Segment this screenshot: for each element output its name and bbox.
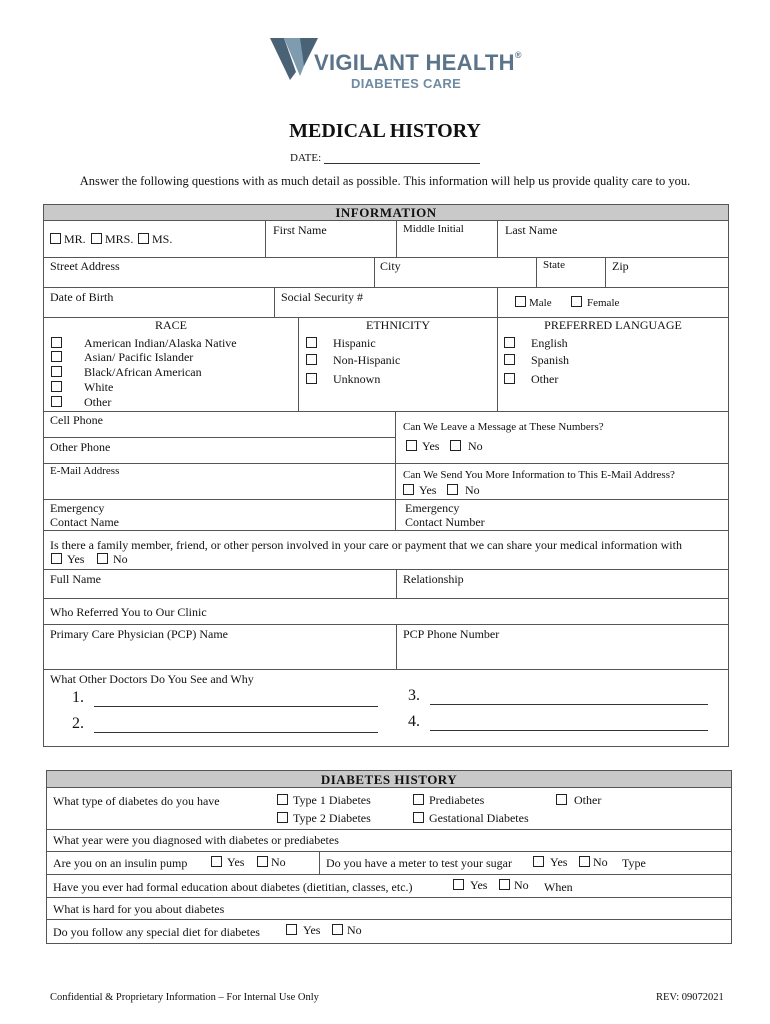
diabetes-history-header: DIABETES HISTORY	[47, 771, 731, 788]
race-option[interactable]	[51, 380, 113, 395]
ms-label: MS.	[152, 232, 173, 246]
emergency-number-label-2: Contact Number	[405, 515, 485, 529]
no-label: No	[347, 923, 362, 937]
race-option[interactable]	[51, 336, 237, 351]
diet-yes[interactable]	[286, 923, 320, 938]
other-label: Other	[574, 793, 602, 807]
instructions: Answer the following questions with as much detail as possible. This information will help us provide quality care to you.	[79, 174, 691, 188]
yes-label: Yes	[303, 923, 321, 937]
checkbox[interactable]	[306, 354, 317, 365]
checkbox[interactable]	[447, 484, 458, 495]
line-number: 2.	[72, 715, 84, 732]
other-type-option[interactable]	[556, 793, 601, 808]
yes-label: Yes	[227, 855, 245, 869]
emergency-number-label-1: Emergency	[405, 501, 460, 515]
female-option[interactable]	[571, 296, 619, 309]
other-doctor-line-2[interactable]	[72, 715, 378, 733]
type2-label: Type 2 Diabetes	[293, 811, 371, 825]
insulin-pump-question: Are you on an insulin pump	[53, 856, 188, 870]
checkbox[interactable]	[138, 233, 149, 244]
diet-question: Do you follow any special diet for diabetes	[53, 925, 260, 939]
race-option[interactable]	[51, 395, 111, 410]
date-field[interactable]	[290, 151, 480, 164]
ethnicity-header: ETHNICITY	[366, 318, 430, 332]
checkbox[interactable]	[306, 373, 317, 384]
page-title: MEDICAL HISTORY	[289, 120, 481, 142]
dob-field[interactable]: Date of Birth	[50, 290, 114, 304]
checkbox[interactable]	[450, 440, 461, 451]
checkbox[interactable]	[332, 924, 343, 935]
ms-option[interactable]	[138, 232, 172, 247]
race-option-label: White	[84, 380, 114, 394]
meter-yes[interactable]	[533, 855, 567, 870]
line-number: 3.	[408, 687, 420, 704]
checkbox[interactable]	[91, 233, 102, 244]
pcp-phone-field[interactable]: PCP Phone Number	[403, 627, 500, 641]
checkbox[interactable]	[579, 856, 590, 867]
street-address-field[interactable]: Street Address	[50, 259, 120, 273]
checkbox[interactable]	[286, 924, 297, 935]
state-field[interactable]: State	[543, 259, 565, 271]
emergency-name-label-1: Emergency	[50, 501, 105, 515]
emergency-contact-number-field[interactable]	[405, 501, 485, 529]
yes-label: Yes	[422, 439, 440, 453]
send-info-question: Can We Send You More Information to This E-Mail Address?	[403, 469, 675, 481]
checkbox[interactable]	[257, 856, 268, 867]
pump-yes[interactable]	[211, 855, 244, 870]
checkbox[interactable]	[51, 351, 62, 362]
blank-line	[430, 692, 708, 705]
male-option[interactable]	[515, 296, 552, 309]
ethnicity-option[interactable]	[306, 353, 400, 368]
leave-message-no[interactable]	[450, 439, 483, 454]
race-option-label: Other	[84, 395, 112, 409]
education-yes[interactable]	[453, 878, 487, 893]
checkbox[interactable]	[50, 233, 61, 244]
type1-label: Type 1 Diabetes	[293, 793, 371, 807]
education-question: Have you ever had formal education about diabetes (dietitian, classes, etc.)	[53, 880, 413, 894]
family-no[interactable]	[97, 552, 128, 567]
checkbox[interactable]	[51, 553, 62, 564]
send-info-yes[interactable]	[403, 483, 436, 498]
blank-line	[430, 718, 708, 731]
other-doctor-line-1[interactable]	[72, 689, 378, 707]
male-label: Male	[529, 297, 552, 309]
other-doctor-line-4[interactable]	[408, 713, 708, 731]
checkbox[interactable]	[51, 396, 62, 407]
type2-option[interactable]	[277, 811, 371, 826]
gestational-label: Gestational Diabetes	[429, 811, 529, 825]
full-name-field[interactable]: Full Name	[50, 572, 101, 586]
gestational-option[interactable]	[413, 811, 529, 826]
checkbox[interactable]	[403, 484, 414, 495]
yes-label: Yes	[419, 483, 437, 497]
no-label: No	[593, 855, 608, 869]
prediabetes-label: Prediabetes	[429, 793, 485, 807]
checkbox[interactable]	[571, 296, 582, 307]
send-info-no[interactable]	[447, 483, 480, 498]
no-label: No	[113, 552, 128, 566]
email-field[interactable]: E-Mail Address	[50, 465, 120, 477]
checkbox[interactable]	[504, 337, 515, 348]
meter-no[interactable]	[579, 855, 608, 870]
checkbox[interactable]	[97, 553, 108, 564]
pcp-name-field[interactable]: Primary Care Physician (PCP) Name	[50, 627, 228, 641]
checkbox[interactable]	[51, 366, 62, 377]
no-label: No	[465, 483, 480, 497]
leave-message-yes[interactable]	[406, 439, 439, 454]
zip-field[interactable]: Zip	[612, 259, 629, 273]
emergency-name-label-2: Contact Name	[50, 515, 119, 529]
footer-confidential: Confidential & Proprietary Information – For Internal Use Only	[50, 992, 319, 1003]
checkbox[interactable]	[556, 794, 567, 805]
checkbox[interactable]	[504, 373, 515, 384]
other-doctors-question: What Other Doctors Do You See and Why	[50, 672, 254, 686]
language-header: PREFERRED LANGUAGE	[544, 318, 682, 332]
prediabetes-option[interactable]	[413, 793, 484, 808]
logo-name: VIGILANT HEALTH	[314, 50, 515, 75]
type1-option[interactable]	[277, 793, 371, 808]
checkbox[interactable]	[515, 296, 526, 307]
ethnicity-option[interactable]	[306, 336, 376, 351]
language-option-label: Other	[531, 372, 559, 386]
city-field[interactable]: City	[380, 259, 401, 273]
no-label: No	[271, 855, 286, 869]
logo-trademark: ®	[514, 50, 522, 60]
ethnicity-option[interactable]	[306, 372, 380, 387]
emergency-contact-name-field[interactable]	[50, 501, 119, 529]
language-option-label: Spanish	[531, 353, 570, 367]
footer-revision: REV: 09072021	[656, 992, 724, 1003]
other-phone-field[interactable]: Other Phone	[50, 440, 111, 454]
meter-question: Do you have a meter to test your sugar	[326, 856, 512, 870]
race-header: RACE	[154, 318, 187, 332]
checkbox[interactable]	[504, 354, 515, 365]
family-question: Is there a family member, friend, or other person involved in your care or payment that we can share your medical information with	[50, 538, 682, 552]
relationship-field[interactable]: Relationship	[403, 572, 464, 586]
yes-label: Yes	[67, 552, 85, 566]
yes-label: Yes	[470, 878, 488, 892]
checkbox[interactable]	[51, 337, 62, 348]
line-number: 4.	[408, 713, 420, 730]
logo-subtitle: DIABETES CARE	[351, 76, 462, 91]
family-yes[interactable]	[51, 552, 84, 567]
female-label: Female	[587, 297, 620, 309]
checkbox[interactable]	[306, 337, 317, 348]
referred-field[interactable]: Who Referred You to Our Clinic	[50, 605, 207, 619]
mrs-option[interactable]	[91, 232, 133, 247]
language-option-label: English	[531, 336, 568, 350]
first-name-field[interactable]: First Name	[273, 223, 327, 237]
ethnicity-option-label: Unknown	[333, 372, 381, 386]
diet-no[interactable]	[332, 923, 362, 938]
hard-question: What is hard for you about diabetes	[53, 902, 225, 916]
diabetes-type-question: What type of diabetes do you have	[53, 794, 220, 808]
checkbox[interactable]	[499, 879, 510, 890]
race-option[interactable]	[51, 365, 202, 380]
blank-line	[94, 720, 378, 733]
meter-type-field[interactable]: Type	[622, 856, 646, 870]
checkbox[interactable]	[413, 794, 424, 805]
race-option[interactable]	[51, 350, 193, 365]
checkbox[interactable]	[277, 812, 288, 823]
language-option[interactable]	[504, 372, 558, 387]
mrs-label: MRS.	[105, 232, 134, 246]
other-doctor-line-3[interactable]	[408, 687, 708, 705]
leave-message-question: Can We Leave a Message at These Numbers?	[403, 421, 604, 433]
ethnicity-option-label: Hispanic	[333, 336, 376, 350]
checkbox[interactable]	[211, 856, 222, 867]
race-option-label: Asian/ Pacific Islander	[84, 350, 194, 364]
date-line	[324, 151, 480, 164]
ethnicity-option-label: Non-Hispanic	[333, 353, 401, 367]
checkbox[interactable]	[413, 812, 424, 823]
checkbox[interactable]	[533, 856, 544, 867]
logo-v-mark-icon	[270, 36, 318, 80]
blank-line	[94, 694, 378, 707]
diagnosis-year-question: What year were you diagnosed with diabetes or prediabetes	[53, 833, 339, 847]
language-option[interactable]	[504, 336, 568, 351]
checkbox[interactable]	[51, 381, 62, 392]
yes-label: Yes	[550, 855, 568, 869]
language-option[interactable]	[504, 353, 569, 368]
line-number: 1.	[72, 689, 84, 706]
date-label: DATE:	[290, 152, 322, 164]
information-header: INFORMATION	[44, 205, 728, 221]
mr-label: MR.	[64, 232, 86, 246]
middle-initial-field[interactable]: Middle Initial	[403, 223, 464, 235]
pump-no[interactable]	[257, 855, 286, 870]
checkbox[interactable]	[277, 794, 288, 805]
no-label: No	[468, 439, 483, 453]
mr-option[interactable]	[50, 232, 86, 247]
checkbox[interactable]	[453, 879, 464, 890]
last-name-field[interactable]: Last Name	[505, 223, 558, 237]
race-option-label: Black/African American	[84, 365, 202, 379]
checkbox[interactable]	[406, 440, 417, 451]
education-no[interactable]	[499, 878, 529, 893]
ssn-field[interactable]: Social Security #	[281, 290, 363, 304]
education-when-field[interactable]: When	[544, 880, 573, 894]
cell-phone-field[interactable]: Cell Phone	[50, 413, 103, 427]
race-option-label: American Indian/Alaska Native	[84, 336, 237, 350]
no-label: No	[514, 878, 529, 892]
